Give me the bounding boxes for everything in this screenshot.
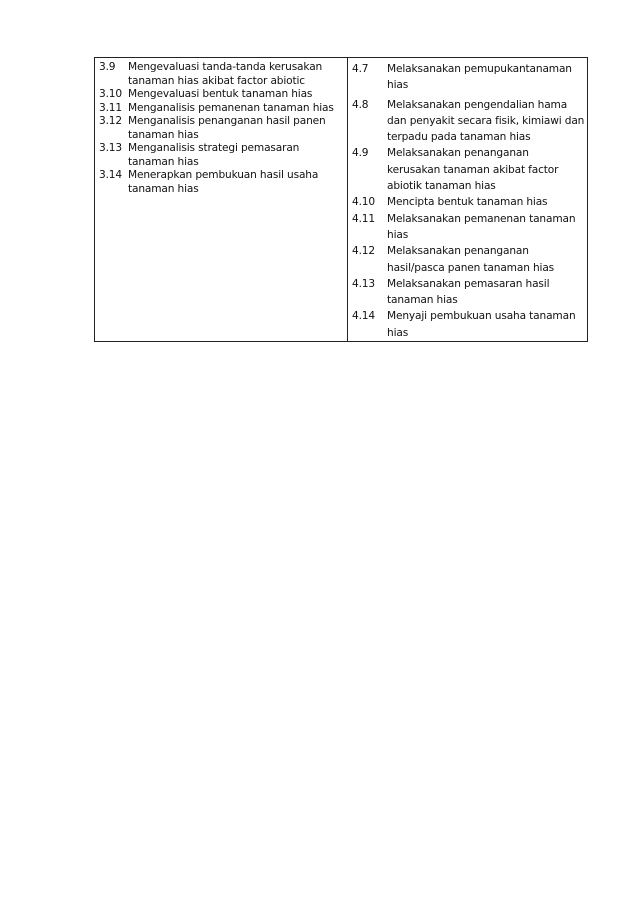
skill-competencies-cell [348,58,588,342]
list-item [352,308,587,341]
table-row [95,58,588,342]
item-text: Melaksanakan pemanenan tanaman hias [387,212,576,241]
item-text: Melaksanakan penanganan hasil/pasca panen tanaman hias [387,245,555,274]
item-text: Menganalisis strategi pemasaran tanaman hias [128,142,300,168]
skill-competency-list [348,60,587,341]
list-item [352,243,587,276]
knowledge-competency-list [95,60,347,196]
item-text: Mengevaluasi bentuk tanaman hias [128,88,313,100]
item-number: 4.9 [352,147,369,160]
list-item [99,115,347,142]
item-number: 4.12 [352,245,375,258]
item-text: Melaksanakan penanganan kerusakan tanaman akibat factor abiotik tanaman hias [387,147,559,193]
list-item [352,97,587,146]
item-text: Melaksanakan pemasaran hasil tanaman hias [387,277,550,307]
list-item [99,102,347,116]
knowledge-competencies-cell [95,58,348,342]
item-text: Melaksanakan pengendalian hama dan penyakit secara fisik, kimiawi dan terpadu pada tanaman hias [387,98,585,144]
list-item [352,145,587,194]
item-text: Menganalisis pemanenan tanaman hias [128,101,334,114]
item-number: 4.10 [352,196,375,209]
item-text: Mencipta bentuk tanaman hias [387,196,548,209]
item-number: 3.14 [99,169,122,181]
item-number: 3.12 [99,115,122,127]
list-item [99,61,347,88]
item-number: 3.10 [99,88,122,100]
item-number: 4.11 [352,212,375,225]
competency-table [94,57,588,342]
item-number: 4.8 [352,98,369,111]
list-item [352,211,587,244]
list-item [99,142,347,169]
item-text: Menganalisis penanganan hasil panen tanaman hias [128,115,326,141]
item-number: 4.13 [352,277,375,290]
item-text: Melaksanakan pemupukantanaman hias [387,63,572,92]
item-number: 4.14 [352,310,375,323]
list-item [352,194,587,210]
item-number: 3.11 [99,101,122,114]
item-number: 3.13 [99,142,122,154]
list-item [352,276,587,309]
item-text: Mengevaluasi tanda-tanda kerusakan tanaman hias akibat factor abiotic [128,61,323,87]
list-item [99,88,347,102]
item-number: 3.9 [99,61,116,73]
item-text: Menyaji pembukuan usaha tanaman hias [387,310,576,339]
list-item [352,61,587,94]
list-item [99,169,347,196]
item-number: 4.7 [352,63,369,75]
item-text: Menerapkan pembukuan hasil usaha tanaman hias [128,169,319,195]
